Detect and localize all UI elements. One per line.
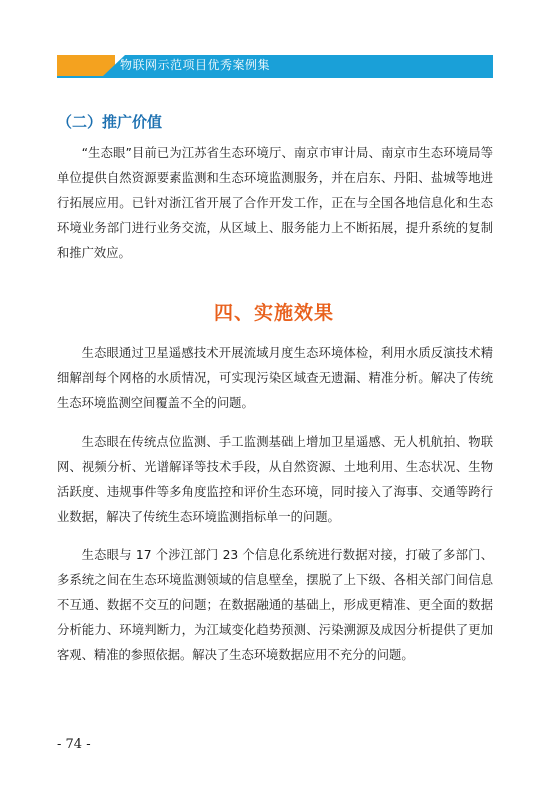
header-title: 物联网示范项目优秀案例集 — [120, 58, 271, 72]
section-paragraph-1: 生态眼通过卫星遥感技术开展流域月度生态环境体检，利用水质反演技术精细解剖每个网格的水质情况，可实现污染区域查无遗漏、精准分析。解决了传统生态环境监测空间覆盖不全的问题。 — [57, 346, 493, 410]
subsection-heading: （二）推广价值 — [57, 113, 163, 131]
section-paragraph-3: 生态眼与 17 个涉江部门 23 个信息化系统进行数据对接，打破了多部门、多系统之间在生态环境监测领域的信息壁垒，摆脱了上下级、各相关部门间信息不互通、数据不交互的问题；在数据融通的基础上，形成更精准、更全面的数据分析能力、环境判断力，为江域变化趋势预测、污染溯源及成因分析提供了更加客观、精准的参照依据。解决了生态环境数据应用不充分的问题。 — [57, 548, 493, 662]
section-paragraph-2: 生态眼在传统点位监测、手工监测基础上增加卫星遥感、无人机航拍、物联网、视频分析、光谱解译等技术手段，从自然资源、土地利用、生态状况、生物活跃度、违规事件等多角度监控和评价生态环境，同时接入了海事、交通等跨行业数据，解决了传统生态环境监测指标单一的问题。 — [57, 435, 493, 524]
subsection-paragraph: “生态眼”目前已为江苏省生态环境厅、南京市审计局、南京市生态环境局等单位提供自然资源要素监测和生态环境监测服务，并在启东、丹阳、盐城等地进行拓展应用。已针对浙江省开展了合作开发工作，正在与全国各地信息化和生态环境业务部门进行业务交流，从区域上、服务能力上不断拓展，提升系统的复制和推广效应。 — [57, 146, 493, 260]
header-underline — [57, 76, 493, 78]
section-title: 四、实施效果 — [213, 302, 334, 324]
page-number: - 74 - — [57, 737, 91, 752]
